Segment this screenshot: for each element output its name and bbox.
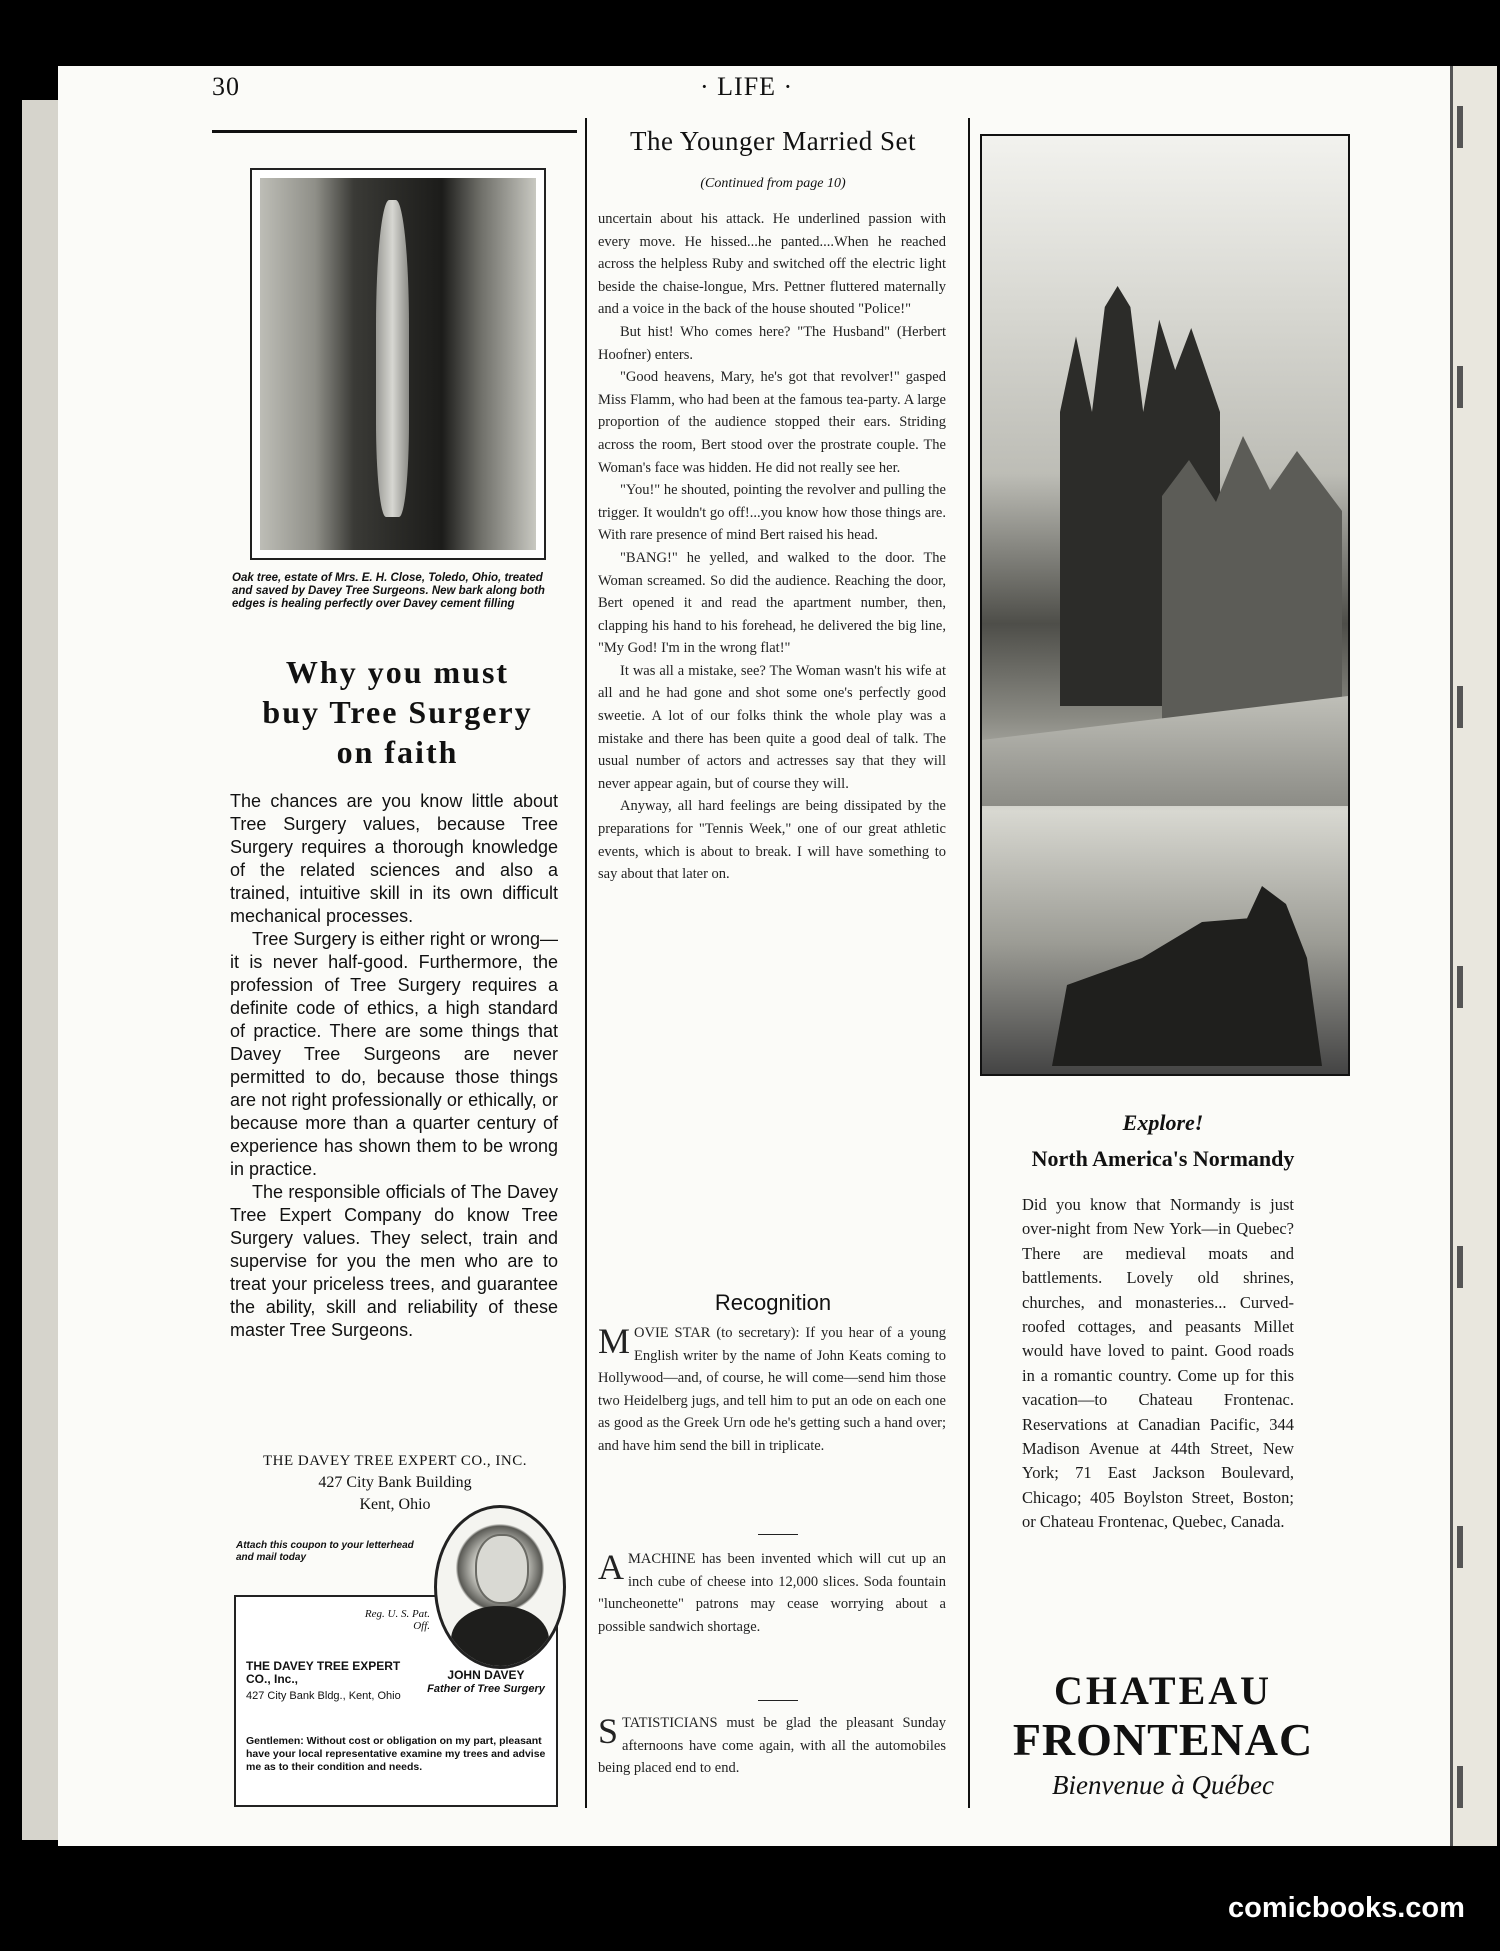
separator-1: [758, 1534, 798, 1535]
chateau-tagline: Bienvenue à Québec: [1052, 1770, 1274, 1800]
separator-2: [758, 1700, 798, 1701]
frontenac-brand: FRONTENAC: [1012, 1714, 1314, 1765]
coupon-address: 427 City Bank Bldg., Kent, Ohio: [246, 1690, 401, 1702]
coupon-text: Gentlemen: Without cost or obligation on my part, pleasant have your local representative examine my trees and advise me as to their condition and needs.: [246, 1735, 546, 1773]
statisticians-text: STATISTICIANS must be glad the pleasant Sunday afternoons have come again, with all the automobiles being placed end to end.: [598, 1711, 946, 1777]
registered-mark: Reg. U. S. Pat. Off.: [364, 1608, 430, 1632]
article-title: The Younger Married Set: [630, 126, 916, 156]
page-number: 30: [212, 72, 240, 101]
john-davey-portrait: [434, 1505, 566, 1669]
chateau-brand: CHATEAU: [1053, 1668, 1273, 1713]
recognition-title: Recognition: [714, 1290, 832, 1315]
attach-note: Attach this coupon to your letterhead and mail today: [236, 1540, 414, 1563]
book-spine: [1450, 66, 1497, 1846]
explore-heading: Explore!: [1122, 1110, 1204, 1135]
article-body: uncertain about his attack. He underlined passion with every move. He hissed...he panted....When he reached across the helpless Ruby and switched off the electric light beside the chaise-longue, Mrs. Pettner fluttered maternally and a voice in the back of the house shouted "Police!" But hist! Who comes here? "The Husband" (Herbert Hoofner) enters. "Good heavens, Mary, he's got that revolver!" gasped Miss Flamm, who had been at the famous tea-party. A large proportion of the audience stopped their ears. Striding across the room, Bert stood over the prostrate couple. The Woman's face was hidden. He did not really see her. "You!" he shouted, pointing the revolver and pulling the trigger. It wouldn't go off!...you know how those things are. With rare presence of mind Bert raised his head. "BANG!" he yelled, and walked to the door. The Woman screamed. So did the audience. Reaching the door, Bert opened it and read the apartment number, then, clapping his hand to his forehead, he delivered the big line, "My God! I'm in the wrong flat!" It was all a mistake, see? The Woman wasn't his wife at all and he had gone and shot some one's perfectly good sweetie. A lot of our folks think the whole play was a mistake and there has been quite a good deal of talk. The usual number of actors and actresses say that they will never appear again, but of course they will. Anyway, all hard feelings are being dissipated by the preparations for "Tennis Week," one of our great athletic events, which is about to break. I will have something to say about that later on.: [598, 211, 946, 883]
site-watermark: comicbooks.com: [1228, 1892, 1465, 1924]
header-rule-left: [212, 130, 577, 133]
column-divider-1: [585, 118, 587, 1808]
davey-body: The chances are you know little about Tree Surgery values, because Tree Surgery requires a thorough knowledge of the related sciences and also a trained, intuitive skill in its own difficult mechanical processes. Tree Surgery is either right or wrong—it is never half-good. Furthermore, the profession of Tree Surgery requires a definite code of ethics, a high standard of practice. There are some things that Davey Tree Surgeons are never permitted to do, because those things are not right professionally or ethically, or because more than a quarter century of experience has shown them to be wrong in practice. The responsible officials of The Davey Tree Expert Company do know Tree Surgery values. They select, train and supervise for you the men who are to treat your priceless trees, and guarantee the ability, skill and reliability of these master Tree Surgeons.: [230, 791, 558, 1340]
magazine-title: · LIFE ·: [700, 72, 794, 101]
john-davey-label: JOHN DAVEY Father of Tree Surgery: [427, 1668, 545, 1695]
machine-text: AMACHINE has been invented which will cut up an inch cube of cheese into 12,000 slices. Soda fountain "luncheonette" patrons may cease worrying about a possible sandwich shortage.: [598, 1547, 946, 1635]
normandy-subhead: North America's Normandy: [1031, 1146, 1295, 1171]
coupon-company: THE DAVEY TREE EXPERT CO., Inc.,: [246, 1659, 401, 1686]
continued-note: (Continued from page 10): [700, 176, 846, 191]
chateau-body: Did you know that Normandy is just over-night from New York—in Quebec? There are medieval moats and battlements. Lovely old shrines, churches, and monasteries... Curved-roofed cottages, and peasants Millet would have loved to paint. Good roads in a romantic country. Come up for this vacation—to Chateau Frontenac. Reservations at Canadian Pacific, 344 Madison Avenue at 44th Street, New York; 71 East Jackson Boulevard, Chicago; 405 Boylston Street, Boston; or Chateau Frontenac, Quebec, Canada.: [1022, 1195, 1294, 1532]
tree-photo: [250, 168, 546, 560]
column-divider-2: [968, 118, 970, 1808]
quebec-illustration: [980, 134, 1350, 1076]
davey-headline: Why you must buy Tree Surgery on faith: [262, 654, 533, 770]
photo-caption: Oak tree, estate of Mrs. E. H. Close, Toledo, Ohio, treated and saved by Davey Tree Surgeons. New bark along both edges is healing perfectly over Davey cement filling: [232, 572, 545, 610]
recognition-text: MOVIE STAR (to secretary): If you hear of a young English writer by the name of John Keats coming to Hollywood—and, of course, he will come—send him those two Heidelberg jugs, and tell him to put an ode on each one as good as the Greek Urn ode he's getting such a hand over; and have him send the bill in triplicate.: [598, 1321, 946, 1454]
adjacent-page-edge: [22, 100, 60, 1840]
davey-company-block: THE DAVEY TREE EXPERT CO., INC. 427 City Bank Building Kent, Ohio: [262, 1453, 528, 1513]
